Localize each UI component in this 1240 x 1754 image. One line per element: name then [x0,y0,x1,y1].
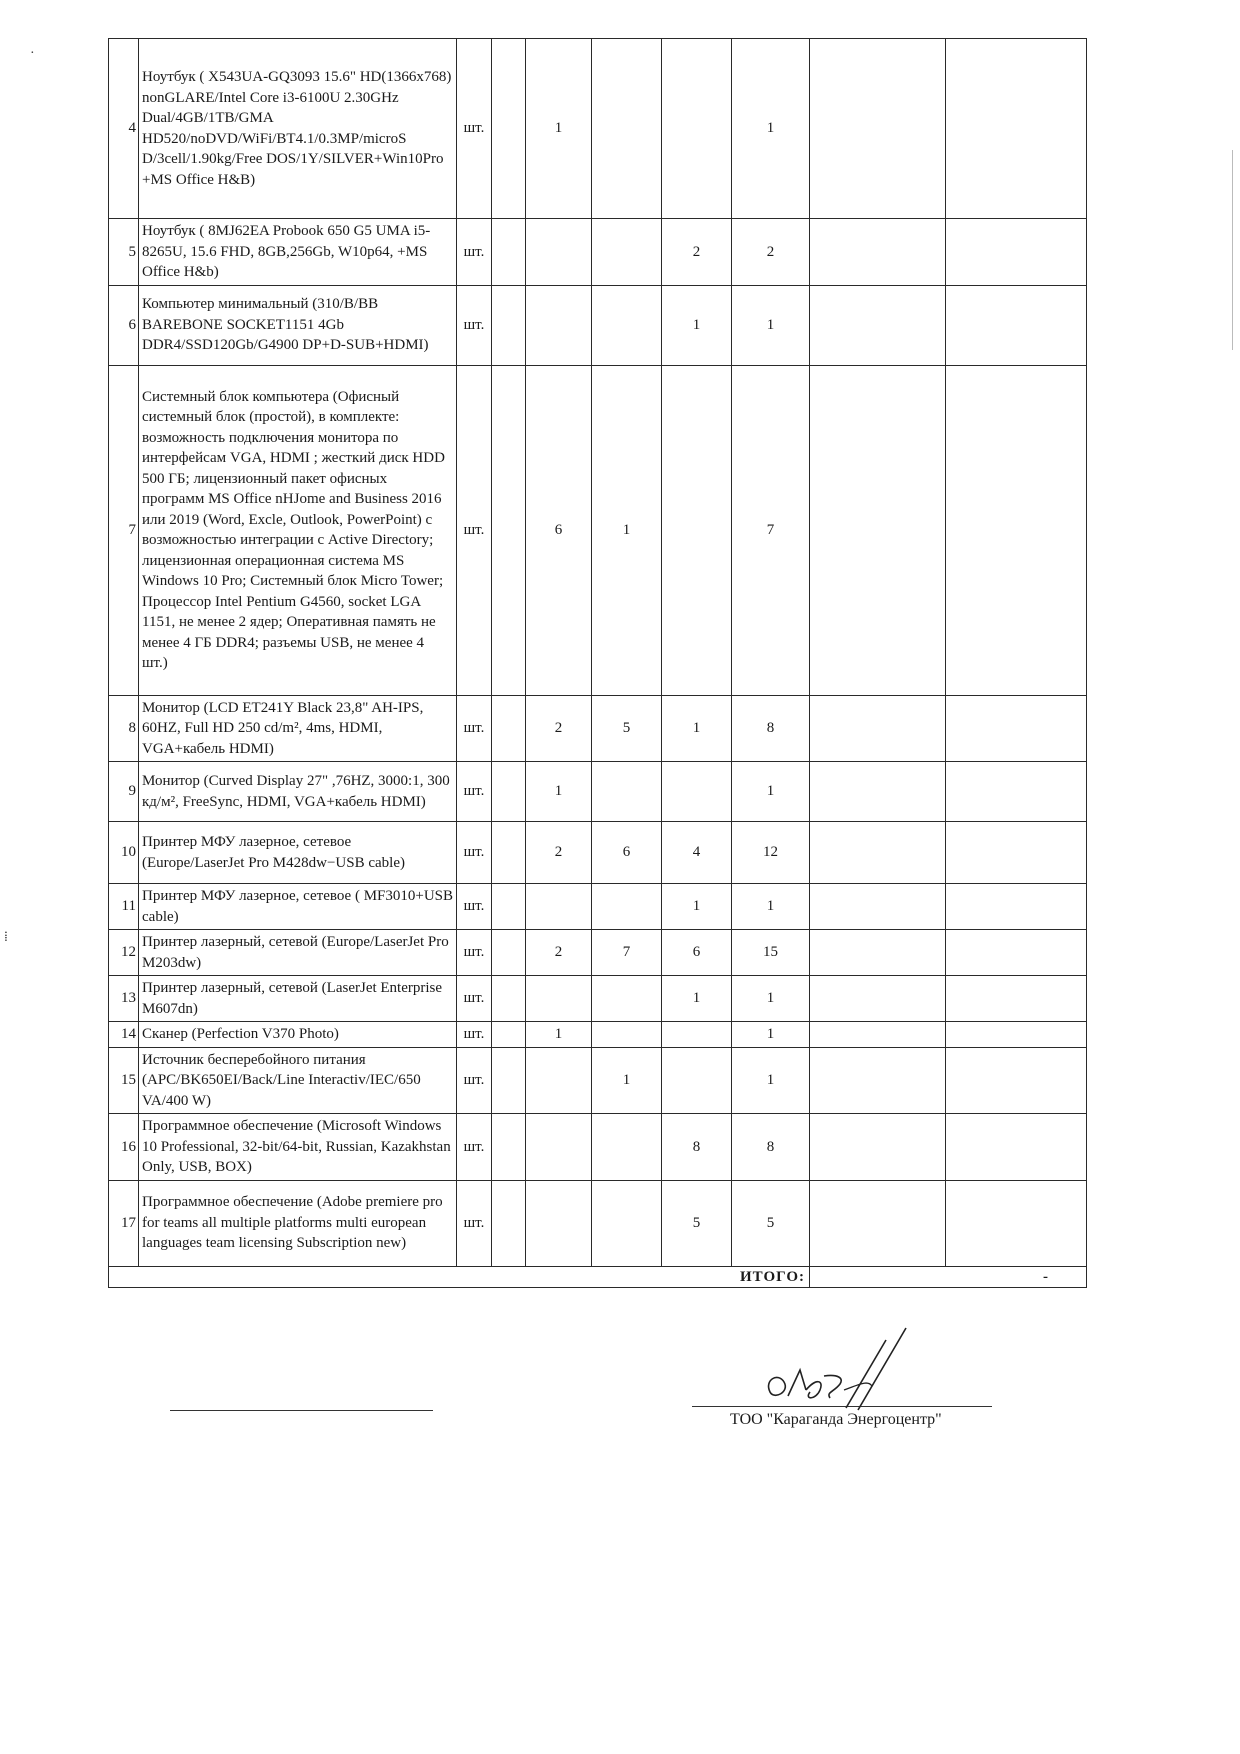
item-description: Программное обеспечение (Adobe premiere pro for teams all multiple platforms multi european languages team licensing Subscription new) [139,1180,457,1266]
row-number: 15 [109,1047,139,1114]
quantity-cell-3 [662,365,732,695]
item-description: Монитор (LCD ET241Y Black 23,8" AH-IPS, 60HZ, Full HD 250 cd/m², 4ms, HDMI, VGA+кабель HDMI) [139,695,457,762]
unit-cell: шт. [457,976,492,1022]
total-quantity-cell: 1 [732,39,810,219]
table-row [109,39,1087,219]
table-row [109,365,1087,695]
empty-cell [492,219,526,286]
unit-cell: шт. [457,285,492,365]
signature-line-left [170,1410,433,1411]
empty-cell [492,976,526,1022]
unit-cell: шт. [457,1022,492,1048]
quantity-cell-3 [662,1022,732,1048]
price-cell [810,365,946,695]
price-cell [810,976,946,1022]
empty-cell [492,1180,526,1266]
table-row [109,822,1087,884]
price-cell [810,1114,946,1181]
table-row [109,1114,1087,1181]
unit-cell: шт. [457,1114,492,1181]
total-quantity-cell: 1 [732,1047,810,1114]
quantity-cell-2 [592,285,662,365]
table-row [109,976,1087,1022]
empty-cell [492,822,526,884]
row-number: 5 [109,219,139,286]
total-quantity-cell: 7 [732,365,810,695]
empty-cell [492,695,526,762]
amount-cell [946,762,1087,822]
item-description: Принтер лазерный, сетевой (Europe/LaserJet Pro M203dw) [139,930,457,976]
item-description: Принтер лазерный, сетевой (LaserJet Enterprise M607dn) [139,976,457,1022]
total-quantity-cell: 12 [732,822,810,884]
amount-cell [946,822,1087,884]
row-number: 6 [109,285,139,365]
price-cell [810,39,946,219]
unit-cell: шт. [457,39,492,219]
item-description: Ноутбук ( 8MJ62EA Probook 650 G5 UMA i5-8265U, 15.6 FHD, 8GB,256Gb, W10p64, +MS Office H&b) [139,219,457,286]
empty-cell [492,1047,526,1114]
quantity-cell-3: 1 [662,695,732,762]
empty-cell [492,930,526,976]
quantity-cell-3 [662,1047,732,1114]
table-row [109,1047,1087,1114]
quantity-cell-1: 2 [526,695,592,762]
quantity-cell-2: 5 [592,695,662,762]
total-quantity-cell: 1 [732,762,810,822]
empty-cell [492,1114,526,1181]
empty-cell [492,365,526,695]
row-number: 13 [109,976,139,1022]
table-row [109,762,1087,822]
total-quantity-cell: 1 [732,884,810,930]
item-description: Источник бесперебойного питания (APC/BK650EI/Back/Line Interactiv/IEC/650 VA/400 W) [139,1047,457,1114]
total-quantity-cell: 1 [732,976,810,1022]
amount-cell [946,884,1087,930]
quantity-cell-3: 6 [662,930,732,976]
total-row [109,1266,1087,1288]
price-cell [810,884,946,930]
quantity-cell-2 [592,39,662,219]
quantity-cell-1: 2 [526,930,592,976]
scan-edge-line [1232,150,1233,350]
table-row [109,285,1087,365]
total-quantity-cell: 2 [732,219,810,286]
row-number: 16 [109,1114,139,1181]
item-description: Принтер МФУ лазерное, сетевое (Europe/LaserJet Pro M428dw−USB cable) [139,822,457,884]
total-quantity-cell: 15 [732,930,810,976]
quantity-cell-3: 1 [662,884,732,930]
table-row [109,695,1087,762]
item-description: Ноутбук ( X543UA-GQ3093 15.6" HD(1366x768) nonGLARE/Intel Core i3-6100U 2.30GHz Dual/4GB/1TB/GMA HD520/noDVD/WiFi/BT4.1/0.3MP/microS D/3cell/1.90kg/Free DOS/1Y/SILVER+Win10Pro +MS Office H&B) [139,39,457,219]
empty-cell [492,39,526,219]
empty-cell [492,762,526,822]
quantity-cell-3: 8 [662,1114,732,1181]
row-number: 8 [109,695,139,762]
item-description: Компьютер минимальный (310/B/BB BAREBONE SOCKET1151 4Gb DDR4/SSD120Gb/G4900 DP+D-SUB+HDMI) [139,285,457,365]
row-number: 10 [109,822,139,884]
quantity-cell-1: 6 [526,365,592,695]
price-cell [810,1022,946,1048]
total-quantity-cell: 8 [732,1114,810,1181]
quantity-cell-2 [592,762,662,822]
scan-mark: · [30,46,35,61]
quantity-cell-3 [662,39,732,219]
price-cell [810,930,946,976]
price-cell [810,695,946,762]
table-row [109,1180,1087,1266]
quantity-cell-1 [526,976,592,1022]
quantity-cell-2: 1 [592,1047,662,1114]
amount-cell [946,1047,1087,1114]
handwritten-signature [760,1320,940,1415]
item-description: Системный блок компьютера (Офисный системный блок (простой), в комплекте: возможность подключения монитора по интерфейсам VGA, HDMI ; жесткий диск HDD 500 ГБ; лицензионный пакет офисных программ MS Office nHJome and Business 2016 или 2019 (Word, Excle, Outlook, PowerPoint) с возможностью интеграции с Active Directory; лицензионная операционная система MS Windows 10 Pro; Системный блок Micro Tower; Процессор Intel Pentium G4560, socket LGA 1151, не менее 2 ядер; Оперативная память не менее 4 ГБ DDR4; разъемы USB, не менее 4 шт.) [139,365,457,695]
table-row [109,930,1087,976]
row-number: 17 [109,1180,139,1266]
unit-cell: шт. [457,884,492,930]
unit-cell: шт. [457,695,492,762]
amount-cell [946,365,1087,695]
table-row [109,219,1087,286]
total-label: ИТОГО: [109,1266,810,1288]
quantity-cell-1 [526,884,592,930]
quantity-cell-3: 1 [662,285,732,365]
row-number: 4 [109,39,139,219]
quantity-cell-2 [592,219,662,286]
row-number: 12 [109,930,139,976]
quantity-cell-1 [526,1114,592,1181]
quantity-cell-2: 1 [592,365,662,695]
quantity-cell-1 [526,219,592,286]
unit-cell: шт. [457,365,492,695]
total-value: - [810,1266,1087,1288]
total-quantity-cell: 8 [732,695,810,762]
quantity-cell-1: 1 [526,39,592,219]
scan-mark: ⁞ [4,930,8,945]
amount-cell [946,1180,1087,1266]
total-quantity-cell: 5 [732,1180,810,1266]
quantity-cell-2 [592,884,662,930]
row-number: 14 [109,1022,139,1048]
table-row [109,1022,1087,1048]
quantity-cell-1: 1 [526,1022,592,1048]
table-row [109,884,1087,930]
specification-table [108,38,1087,1288]
row-number: 7 [109,365,139,695]
quantity-cell-3 [662,762,732,822]
item-description: Сканер (Perfection V370 Photo) [139,1022,457,1048]
quantity-cell-2: 7 [592,930,662,976]
unit-cell: шт. [457,1047,492,1114]
price-cell [810,1180,946,1266]
unit-cell: шт. [457,762,492,822]
unit-cell: шт. [457,1180,492,1266]
price-cell [810,762,946,822]
total-quantity-cell: 1 [732,1022,810,1048]
amount-cell [946,1114,1087,1181]
quantity-cell-3: 4 [662,822,732,884]
quantity-cell-1 [526,1047,592,1114]
quantity-cell-3: 5 [662,1180,732,1266]
quantity-cell-3: 1 [662,976,732,1022]
item-description: Программное обеспечение (Microsoft Windows 10 Professional, 32-bit/64-bit, Russian, Kazakhstan Only, USB, BOX) [139,1114,457,1181]
empty-cell [492,884,526,930]
amount-cell [946,1022,1087,1048]
quantity-cell-1: 2 [526,822,592,884]
price-cell [810,285,946,365]
quantity-cell-2: 6 [592,822,662,884]
item-description: Монитор (Curved Display 27" ,76HZ, 3000:1, 300 кд/м², FreeSync, HDMI, VGA+кабель HDMI) [139,762,457,822]
quantity-cell-2 [592,1022,662,1048]
amount-cell [946,976,1087,1022]
unit-cell: шт. [457,219,492,286]
price-cell [810,822,946,884]
quantity-cell-2 [592,976,662,1022]
quantity-cell-1: 1 [526,762,592,822]
organization-name: ТОО "Караганда Энергоцентр" [730,1411,942,1428]
unit-cell: шт. [457,930,492,976]
unit-cell: шт. [457,822,492,884]
price-cell [810,1047,946,1114]
row-number: 9 [109,762,139,822]
quantity-cell-2 [592,1180,662,1266]
empty-cell [492,285,526,365]
amount-cell [946,695,1087,762]
quantity-cell-1 [526,1180,592,1266]
item-description: Принтер МФУ лазерное, сетевое ( MF3010+USB cable) [139,884,457,930]
amount-cell [946,930,1087,976]
empty-cell [492,1022,526,1048]
amount-cell [946,39,1087,219]
row-number: 11 [109,884,139,930]
amount-cell [946,219,1087,286]
price-cell [810,219,946,286]
total-quantity-cell: 1 [732,285,810,365]
quantity-cell-1 [526,285,592,365]
quantity-cell-3: 2 [662,219,732,286]
amount-cell [946,285,1087,365]
quantity-cell-2 [592,1114,662,1181]
